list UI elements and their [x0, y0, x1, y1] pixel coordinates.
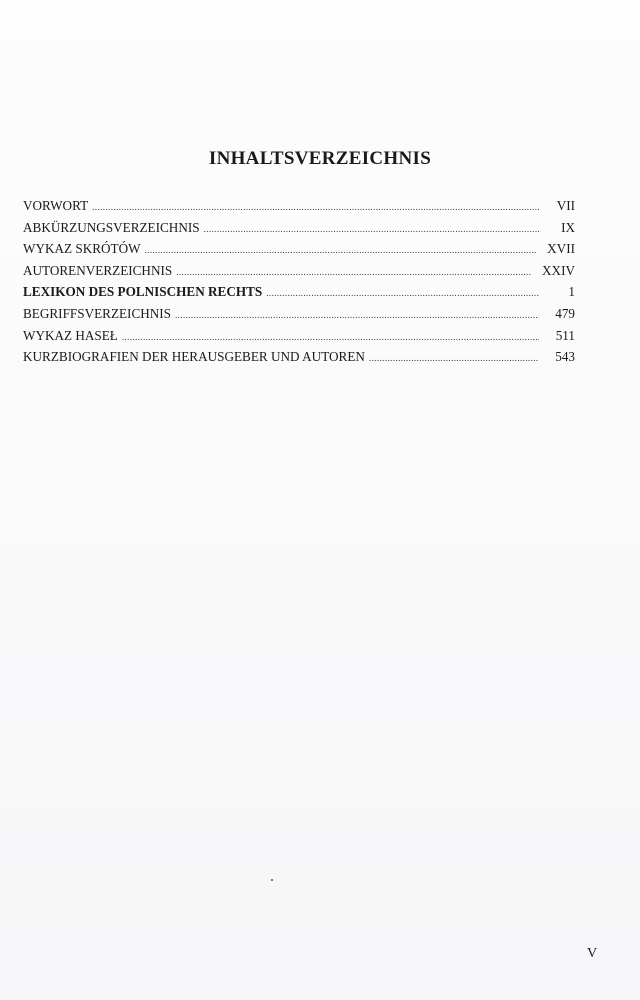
- leader-dots: [175, 310, 539, 320]
- toc-entry: [23, 263, 575, 285]
- toc-entry-label: VORWORT: [23, 198, 89, 213]
- leader-dots: [122, 332, 539, 342]
- toc-entry: [23, 306, 575, 328]
- toc-entry-page: 543: [555, 349, 575, 365]
- toc-entry-label: WYKAZ SKRÓTÓW: [23, 241, 141, 257]
- toc-entry: [23, 220, 575, 242]
- toc-entry-page: IX: [561, 219, 575, 235]
- toc-list: [23, 198, 575, 371]
- toc-entry-label: KURZBIOGRAFIEN DER HERAUSGEBER UND AUTOREN: [23, 349, 365, 365]
- toc-entry-label: BEGRIFFSVERZEICHNIS: [23, 305, 172, 321]
- toc-entry-page: 1: [568, 284, 575, 300]
- page-number: V: [587, 946, 598, 961]
- toc-entry-label: LEXIKON DES POLNISCHEN RECHTS: [23, 284, 263, 300]
- toc-entry-page: 511: [555, 327, 575, 343]
- paper-speck: [271, 879, 273, 881]
- leader-dots: [145, 245, 538, 255]
- toc-entry-page: XVII: [547, 241, 575, 257]
- toc-entry-page: XXIV: [542, 262, 575, 278]
- leader-dots: [369, 353, 539, 363]
- toc-entry: [23, 284, 575, 306]
- toc-entry-page: 479: [555, 305, 575, 321]
- toc-entry-label: AUTORENVERZEICHNIS: [23, 262, 173, 278]
- toc-entry-label: WYKAZ HASEŁ: [23, 327, 118, 343]
- toc-entry-label: ABKÜRZUNGSVERZEICHNIS: [23, 219, 200, 235]
- leader-dots: [266, 288, 539, 298]
- toc-entry: [23, 241, 575, 263]
- toc-entry: [23, 198, 575, 220]
- toc-title: INHALTSVERZEICHNIS: [208, 148, 432, 169]
- toc-entry-page: VII: [556, 198, 575, 213]
- leader-dots: [92, 202, 539, 212]
- leader-dots: [176, 267, 532, 277]
- leader-dots: [204, 224, 539, 234]
- toc-entry: [23, 328, 575, 350]
- toc-entry: [23, 349, 575, 371]
